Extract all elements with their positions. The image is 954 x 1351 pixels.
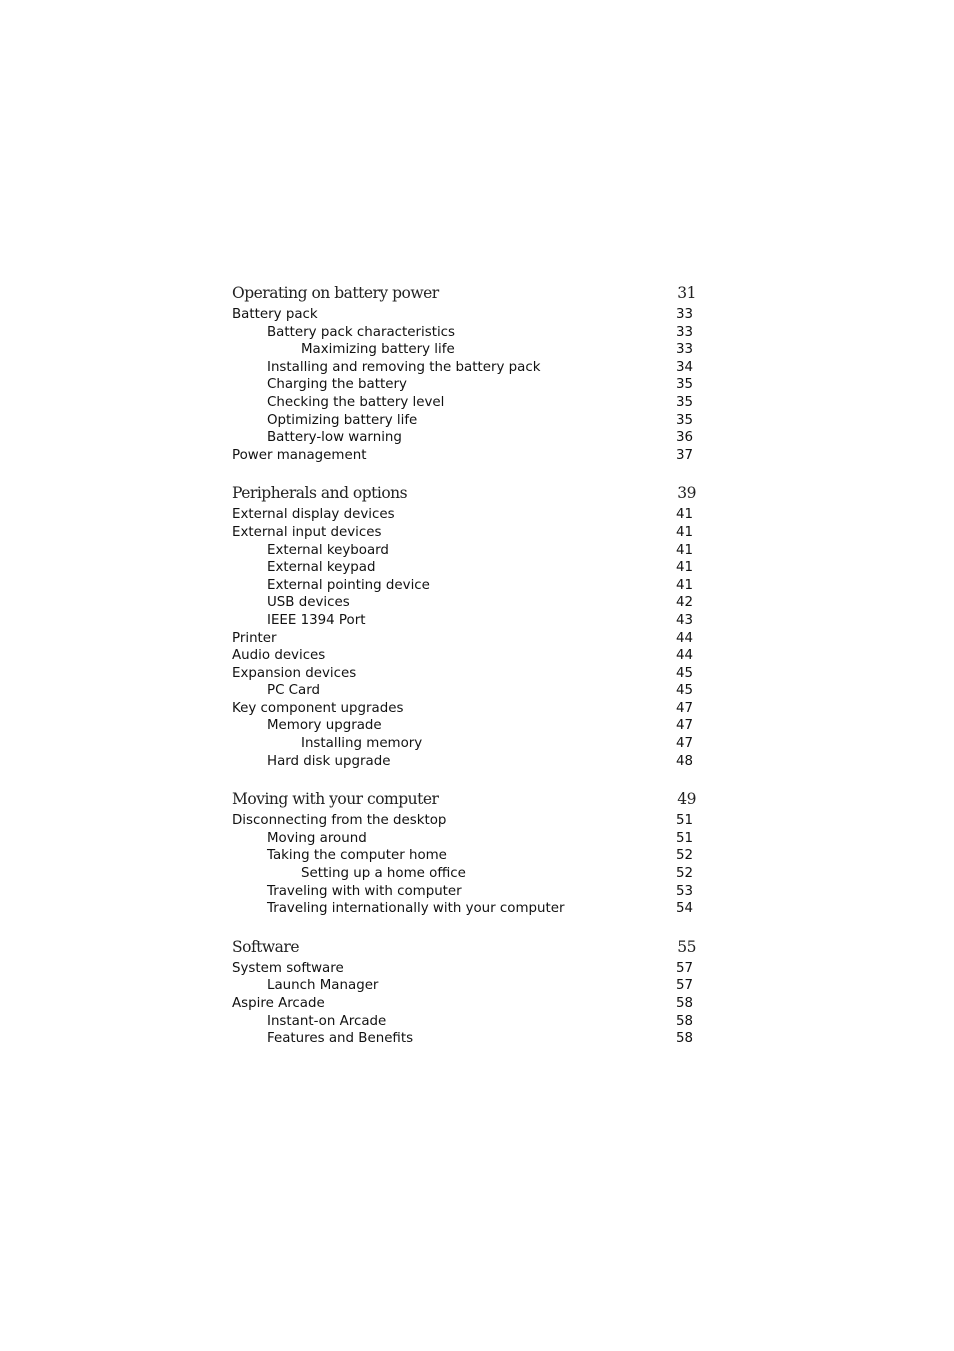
toc-entry-title: Features and Benefits bbox=[267, 1031, 414, 1047]
toc-section-title: Peripherals and options bbox=[232, 484, 408, 503]
toc-entry-title: External input devices bbox=[232, 524, 382, 540]
toc-section-heading[interactable] bbox=[232, 787, 696, 812]
toc-section bbox=[232, 935, 696, 1048]
toc-section-title: Software bbox=[232, 937, 300, 956]
toc-entry-title: Memory upgrade bbox=[267, 718, 382, 734]
toc-entry-title: Instant-on Arcade bbox=[267, 1013, 387, 1029]
toc-entry-title: Traveling with with computer bbox=[267, 883, 462, 899]
toc-page-number: 33 bbox=[675, 342, 693, 358]
toc-entry-title: Taking the computer home bbox=[267, 848, 447, 864]
toc-entry-title: Power management bbox=[232, 447, 367, 463]
toc-entry-title: Charging the battery bbox=[267, 377, 407, 393]
toc-page-number: 52 bbox=[675, 866, 693, 882]
toc-entry-title: System software bbox=[232, 960, 344, 976]
toc-entry[interactable] bbox=[232, 542, 696, 560]
toc-entry-title: Hard disk upgrade bbox=[267, 753, 391, 769]
toc-entry[interactable] bbox=[232, 524, 696, 542]
toc-page-number: 58 bbox=[675, 996, 693, 1011]
toc-entry-title: External pointing device bbox=[267, 577, 430, 593]
toc-page-number: 31 bbox=[677, 284, 696, 302]
toc-page-number: 58 bbox=[675, 1031, 693, 1047]
toc-entry-title: Installing and removing the battery pack bbox=[267, 359, 541, 375]
toc-page-number: 47 bbox=[675, 736, 693, 752]
toc-entry[interactable] bbox=[232, 306, 696, 324]
toc-entry[interactable] bbox=[232, 1013, 696, 1031]
toc-entry[interactable] bbox=[232, 847, 696, 865]
toc-entry[interactable] bbox=[232, 506, 696, 524]
toc-page-number: 54 bbox=[675, 901, 693, 917]
toc-entry[interactable] bbox=[232, 612, 696, 630]
toc-page-number: 41 bbox=[675, 542, 693, 558]
toc-entry-title: Installing memory bbox=[301, 736, 423, 752]
toc-entry-title: Aspire Arcade bbox=[232, 996, 325, 1011]
toc-entry-title: Audio devices bbox=[232, 648, 326, 664]
toc-entry-title: Battery pack bbox=[232, 307, 318, 322]
toc-section-heading[interactable] bbox=[232, 935, 696, 960]
toc-entry[interactable] bbox=[232, 977, 696, 995]
toc-entry[interactable] bbox=[232, 700, 696, 718]
toc-entry[interactable] bbox=[232, 447, 696, 465]
toc-page-number: 57 bbox=[675, 960, 693, 976]
toc-section bbox=[232, 281, 696, 464]
toc-entry[interactable] bbox=[232, 735, 696, 753]
toc-entry[interactable] bbox=[232, 1030, 696, 1048]
toc-entry[interactable] bbox=[232, 394, 696, 412]
toc-entry-title: PC Card bbox=[267, 683, 321, 699]
toc-entry[interactable] bbox=[232, 341, 696, 359]
toc-page-number: 41 bbox=[675, 560, 693, 576]
toc-entry[interactable] bbox=[232, 812, 696, 830]
toc-entry-title: Checking the battery level bbox=[267, 394, 445, 410]
toc-entry-title: Setting up a home office bbox=[301, 866, 466, 882]
toc-entry[interactable] bbox=[232, 412, 696, 430]
toc-page-number: 43 bbox=[675, 612, 693, 628]
toc-section bbox=[232, 481, 696, 770]
toc-entry-title: Key component upgrades bbox=[232, 700, 404, 716]
toc-page-number: 35 bbox=[675, 412, 693, 428]
toc-entry[interactable] bbox=[232, 429, 696, 447]
toc-page-number: 36 bbox=[675, 430, 693, 446]
toc-entry[interactable] bbox=[232, 682, 696, 700]
toc-page-number: 35 bbox=[675, 377, 693, 393]
toc-entry[interactable] bbox=[232, 830, 696, 848]
toc-section bbox=[232, 787, 696, 918]
toc-entry[interactable] bbox=[232, 376, 696, 394]
toc-page-number: 41 bbox=[675, 577, 693, 593]
toc-page-number: 49 bbox=[677, 790, 696, 809]
toc-entry-title: Battery pack characteristics bbox=[267, 324, 456, 340]
toc-entry[interactable] bbox=[232, 559, 696, 577]
toc-section-title: Moving with your computer bbox=[232, 790, 439, 809]
toc-entry-title: External keypad bbox=[267, 560, 376, 576]
toc-entry-title: Disconnecting from the desktop bbox=[232, 813, 447, 829]
toc-entry[interactable] bbox=[232, 630, 696, 648]
toc-entry[interactable] bbox=[232, 717, 696, 735]
toc-entry[interactable] bbox=[232, 359, 696, 377]
toc-page-number: 58 bbox=[675, 1013, 693, 1029]
toc-entry-title: IEEE 1394 Port bbox=[267, 612, 366, 628]
toc-page-number: 47 bbox=[675, 718, 693, 734]
toc-page-number: 44 bbox=[675, 648, 693, 664]
toc-entry[interactable] bbox=[232, 753, 696, 771]
toc-page-number: 44 bbox=[675, 630, 693, 646]
toc-entry-title: External keyboard bbox=[267, 542, 389, 558]
toc-entry-title: Traveling internationally with your computer bbox=[267, 901, 565, 917]
toc-page-number: 41 bbox=[675, 524, 693, 540]
table-of-contents bbox=[232, 281, 696, 1048]
toc-page-number: 37 bbox=[675, 447, 693, 463]
toc-page-number: 33 bbox=[675, 307, 693, 322]
toc-page-number: 57 bbox=[675, 978, 693, 994]
toc-entry-title: Maximizing battery life bbox=[301, 342, 455, 358]
toc-entry[interactable] bbox=[232, 324, 696, 342]
toc-entry-title: External display devices bbox=[232, 507, 395, 523]
toc-page-number: 55 bbox=[677, 937, 696, 956]
toc-page-number: 51 bbox=[675, 813, 693, 829]
toc-entry[interactable] bbox=[232, 865, 696, 883]
toc-section-title: Operating on battery power bbox=[232, 284, 439, 302]
toc-page-number: 45 bbox=[675, 665, 693, 681]
toc-page-number: 39 bbox=[677, 484, 696, 503]
toc-entry[interactable] bbox=[232, 647, 696, 665]
toc-entry-title: Printer bbox=[232, 630, 277, 646]
toc-page-number: 51 bbox=[675, 830, 693, 846]
toc-entry-title: Launch Manager bbox=[267, 978, 379, 994]
toc-page-number: 47 bbox=[675, 700, 693, 716]
toc-entry-title: Battery-low warning bbox=[267, 430, 402, 446]
toc-page-number: 35 bbox=[675, 394, 693, 410]
toc-entry[interactable] bbox=[232, 665, 696, 683]
toc-entry[interactable] bbox=[232, 995, 696, 1013]
toc-page-number: 42 bbox=[675, 595, 693, 611]
toc-entry-title: Moving around bbox=[267, 830, 367, 846]
toc-page-number: 52 bbox=[675, 848, 693, 864]
toc-entry-title: Optimizing battery life bbox=[267, 412, 418, 428]
toc-entry[interactable] bbox=[232, 577, 696, 595]
toc-page-number: 34 bbox=[675, 359, 693, 375]
toc-entry[interactable] bbox=[232, 594, 696, 612]
toc-page-number: 33 bbox=[675, 324, 693, 340]
toc-section-heading[interactable] bbox=[232, 281, 696, 306]
toc-page-number: 41 bbox=[675, 507, 693, 523]
toc-page-number: 53 bbox=[675, 883, 693, 899]
toc-entry[interactable] bbox=[232, 960, 696, 978]
toc-section-heading[interactable] bbox=[232, 481, 696, 506]
toc-entry[interactable] bbox=[232, 883, 696, 901]
toc-entry-title: Expansion devices bbox=[232, 665, 357, 681]
toc-entry-title: USB devices bbox=[267, 595, 350, 611]
toc-entry[interactable] bbox=[232, 900, 696, 918]
toc-page-number: 48 bbox=[675, 753, 693, 769]
toc-page-number: 45 bbox=[675, 683, 693, 699]
